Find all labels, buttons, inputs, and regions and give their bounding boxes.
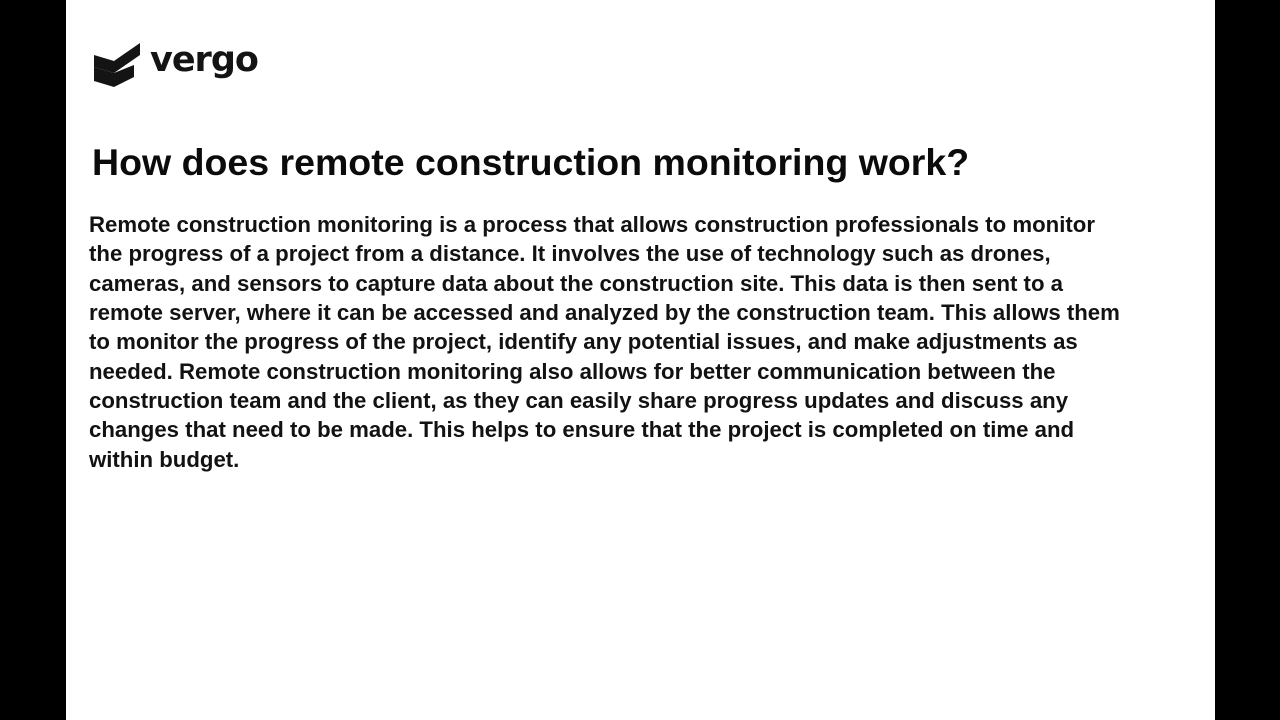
page-title: How does remote construction monitoring work?: [92, 141, 970, 183]
article-body: Remote construction monitoring is a process that allows construction professionals to monitor the progress of a project from a distance. It involves the use of technology such as drones, cameras, and sensors to capture data about the construction site. This data is then sent to a remote server, where it can be accessed and analyzed by the construction team. This allows them to monitor the progress of the project, identify any potential issues, and make adjustments as needed. Remote construction monitoring also allows for better communication between the construction team and the client, as they can easily share progress updates and discuss any changes that need to be made. This helps to ensure that the project is completed on time and within budget.: [89, 212, 1120, 472]
brand-name: vergo: [150, 39, 258, 80]
vergo-logo: [92, 36, 258, 90]
slide-page: [66, 0, 1215, 720]
vergo-logo-icon: [92, 37, 142, 89]
